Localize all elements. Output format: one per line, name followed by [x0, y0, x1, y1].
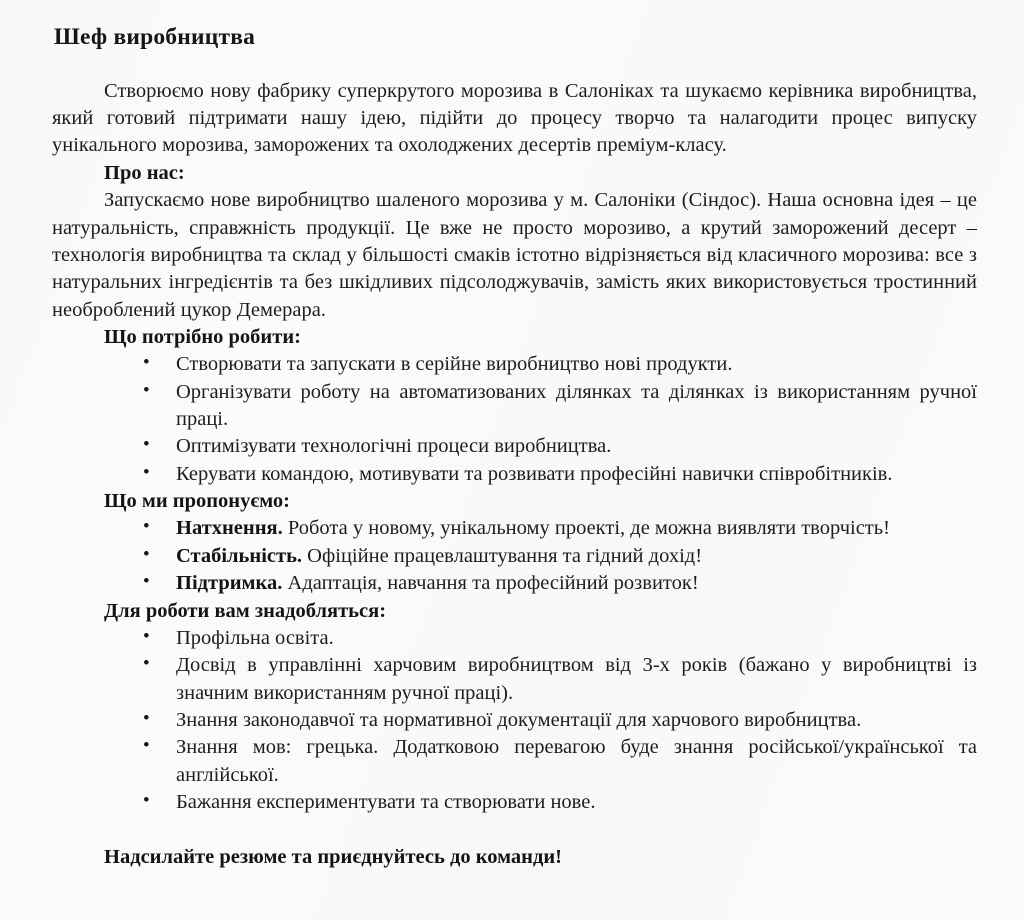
list-item	[52, 433, 977, 460]
list-item	[52, 789, 977, 816]
list-item-text: Офіційне працевлаштування та гідний дохід!	[302, 544, 703, 567]
duties-list	[52, 351, 977, 488]
list-item-text: Робота у новому, унікальному проекті, де можна виявляти творчість!	[282, 517, 890, 540]
list-item	[52, 652, 977, 707]
spacer	[52, 816, 977, 844]
list-item-lead: Стабільність.	[176, 544, 303, 567]
list-item	[52, 707, 977, 734]
list-item-text: Знання мов: грецька. Додатковою перевагою буде знання російської/української та англійської.	[176, 736, 977, 786]
list-item	[52, 379, 977, 434]
list-item-text: Оптимізувати технологічні процеси виробництва.	[176, 435, 612, 458]
section-heading-offer: Що ми пропонуємо:	[104, 490, 291, 513]
document-body	[52, 24, 977, 872]
list-item-text: Профільна освіта.	[176, 626, 334, 649]
list-item-text: Знання законодавчої та нормативної документації для харчового виробництва.	[176, 708, 862, 731]
section-heading-requirements: Для роботи вам знадобляться:	[104, 599, 387, 622]
list-item-text: Досвід в управлінні харчовим виробництвом від 3-х років (бажано у виробництві із значним використанням ручної праці).	[176, 654, 977, 704]
list-item	[52, 625, 977, 652]
offer-list	[52, 515, 977, 597]
intro-paragraph: Створюємо нову фабрику суперкрутого морозива в Салоніках та шукаємо керівника виробництва, який готовий підтримати нашу ідею, підійти до процесу творчо та налагодити процес випуску унікального морозива, заморожених та охолоджених десертів преміум-класу.	[52, 79, 977, 157]
closing-call-to-action: Надсилайте резюме та приєднуйтесь до команди!	[104, 846, 562, 869]
list-item-text: Керувати командою, мотивувати та розвивати професійні навички співробітників.	[176, 462, 893, 485]
requirements-list	[52, 625, 977, 817]
list-item-text: Бажання експериментувати та створювати нове.	[176, 791, 596, 814]
section-heading-duties: Що потрібно робити:	[104, 325, 301, 348]
about-paragraph: Запускаємо нове виробництво шаленого морозива у м. Салоніки (Сіндос). Наша основна ідея – це натуральність, справжність продукції. Це вже не просто морозиво, а крутий заморожений десерт – технологія виробництва та склад у більшості смаків істотно відрізняється від класичного морозива: все з натуральних інгредієнтів та без шкідливих підсолоджувачів, замість яких використовується тростинний необроблений цукор Демерара.	[52, 189, 977, 321]
page-title: Шеф виробництва	[54, 24, 256, 50]
list-item-text: Організувати роботу на автоматизованих ділянках та ділянках із використанням ручної праці.	[176, 380, 977, 431]
section-heading-about: Про нас:	[104, 161, 185, 184]
list-item-lead: Підтримка.	[176, 572, 283, 595]
list-item	[52, 515, 977, 542]
list-item	[52, 734, 977, 789]
list-item-lead: Натхнення.	[176, 517, 283, 540]
list-item	[52, 543, 977, 570]
list-item	[52, 351, 977, 378]
list-item-text: Адаптація, навчання та професійний розвиток!	[282, 572, 699, 595]
list-item-text: Створювати та запускати в серійне виробництво нові продукти.	[176, 353, 733, 376]
list-item	[52, 570, 977, 597]
list-item	[52, 461, 977, 488]
